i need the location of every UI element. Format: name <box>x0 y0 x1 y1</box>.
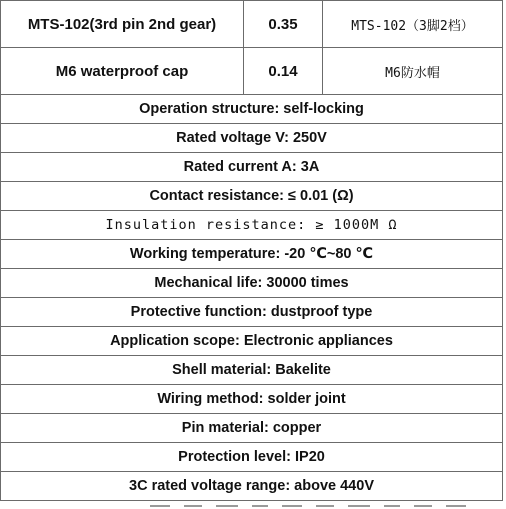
product-price: 0.35 <box>244 1 323 48</box>
cropped-text-fragment <box>0 503 506 509</box>
spec-row <box>1 414 503 443</box>
spec-mechanical-life: Mechanical life: 30000 times <box>1 269 503 298</box>
product-price: 0.14 <box>244 48 323 95</box>
spec-row <box>1 327 503 356</box>
spec-wiring-method: Wiring method: solder joint <box>1 385 503 414</box>
spec-row <box>1 240 503 269</box>
spec-3c-voltage-range: 3C rated voltage range: above 440V <box>1 472 503 501</box>
spec-row <box>1 153 503 182</box>
product-row <box>1 48 503 95</box>
spec-row <box>1 385 503 414</box>
spec-working-temperature: Working temperature: -20 ℃~80 ℃ <box>1 240 503 269</box>
spec-insulation-resistance: Insulation resistance: ≥ 1000M Ω <box>1 211 503 240</box>
spec-row <box>1 298 503 327</box>
spec-rated-current: Rated current A: 3A <box>1 153 503 182</box>
spec-row <box>1 443 503 472</box>
product-name: M6 waterproof cap <box>1 48 244 95</box>
spec-row <box>1 124 503 153</box>
spec-row <box>1 211 503 240</box>
spec-operation-structure: Operation structure: self-locking <box>1 95 503 124</box>
spec-row <box>1 95 503 124</box>
spec-rated-voltage: Rated voltage V: 250V <box>1 124 503 153</box>
product-chinese-name: MTS-102（3脚2档） <box>323 1 503 48</box>
spec-contact-resistance: Contact resistance: ≤ 0.01 (Ω) <box>1 182 503 211</box>
product-name: MTS-102(3rd pin 2nd gear) <box>1 1 244 48</box>
product-chinese-name: M6防水帽 <box>323 48 503 95</box>
spec-row <box>1 472 503 501</box>
spec-protective-function: Protective function: dustproof type <box>1 298 503 327</box>
product-row <box>1 1 503 48</box>
spec-shell-material: Shell material: Bakelite <box>1 356 503 385</box>
spec-row <box>1 356 503 385</box>
spec-row <box>1 269 503 298</box>
spec-row <box>1 182 503 211</box>
spec-application-scope: Application scope: Electronic appliances <box>1 327 503 356</box>
spec-pin-material: Pin material: copper <box>1 414 503 443</box>
spec-protection-level: Protection level: IP20 <box>1 443 503 472</box>
